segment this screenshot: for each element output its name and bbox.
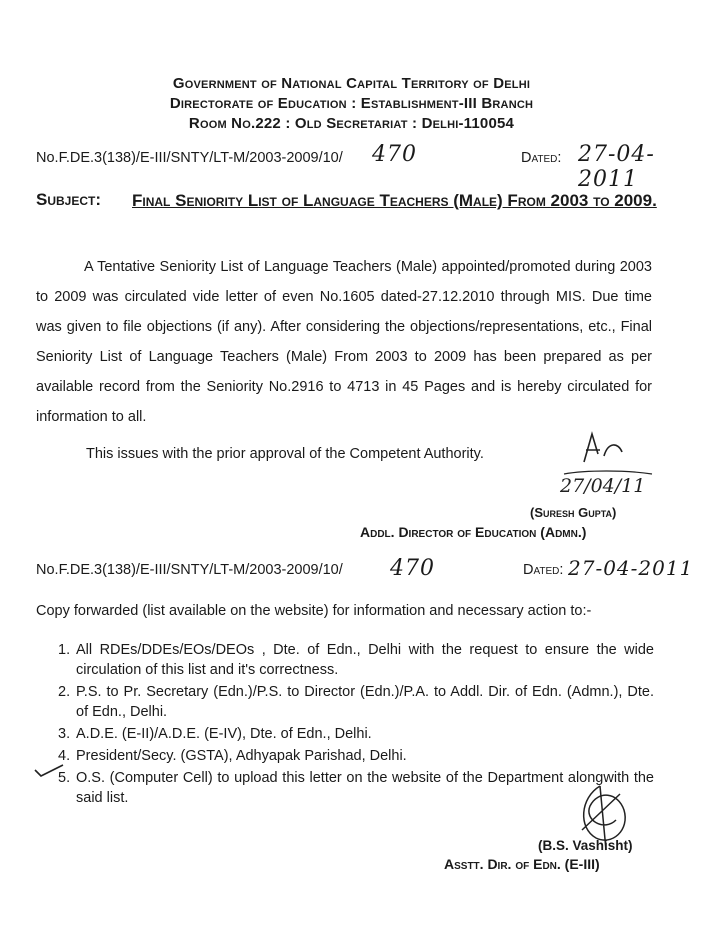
subject-text: Final Seniority List of Language Teachers (Male) From 2003 to 2009. (132, 191, 657, 210)
reference-number-2 (36, 562, 343, 578)
reference-number-1 (36, 150, 343, 166)
approval-statement: This issues with the prior approval of the Competent Authority. (86, 446, 484, 462)
list-item: 1. All RDEs/DDEs/EOs/DEOs , Dte. of Edn., Delhi with the request to ensure the wide circulation of this list and it's correctness. (58, 642, 654, 678)
handwritten-date-2: 27-04-2011 (568, 556, 694, 580)
checkmark-icon (33, 762, 67, 778)
list-item: 5. O.S. (Computer Cell) to upload this letter on the website of the Department alongwith the said list. (58, 770, 654, 806)
reference-number-text: No.F.DE.3(138)/E-III/SNTY/LT-M/2003-2009/10/ (36, 150, 343, 166)
handwritten-letter-number-1: 470 (372, 142, 417, 167)
letterhead-government: Government of National Capital Territory of Delhi (172, 75, 531, 92)
list-item: 2. P.S. to Pr. Secretary (Edn.)/P.S. to Director (Edn.)/P.A. to Addl. Dir. of Edn. (Admn.), Dte. of Edn., Delhi. (58, 684, 654, 720)
letterhead-address: Room No.222 : Old Secretariat : Delhi-110054 (188, 115, 515, 132)
dated-label-2: Dated: (523, 562, 564, 578)
subject-label: Subject: (36, 190, 102, 209)
handwritten-date-1: 27-04-2011 (578, 142, 655, 192)
signatory2-name: (B.S. Vashisht) (538, 838, 633, 853)
letterhead (0, 74, 703, 134)
copy-forwarded-intro: Copy forwarded (list available on the website) for information and necessary action to:- (36, 603, 592, 619)
list-item: 4. President/Secy. (GSTA), Adhyapak Parishad, Delhi. (58, 748, 407, 764)
signature-date: 27/04/11 (560, 475, 646, 497)
handwritten-letter-number-2: 470 (390, 556, 435, 581)
body-paragraph: A Tentative Seniority List of Language Teachers (Male) appointed/promoted during 2003 to 2009 was circulated vide letter of even No.1605 dated-27.12.2010 through MIS. Due time was given to file objections (if any). After considering the objections/representations, etc., Final Seniority List of Language Teachers (Male) From 2003 to 2009 has been prepared as per available record from the Seniority No.2916 to 4713 in 45 Pages and is hereby circulated for information to all. (36, 259, 652, 425)
reference-number-text: No.F.DE.3(138)/E-III/SNTY/LT-M/2003-2009/10/ (36, 562, 343, 578)
list-item: 3. A.D.E. (E-II)/A.D.E. (E-IV), Dte. of Edn., Delhi. (58, 726, 372, 742)
signatory1-title: Addl. Director of Education (Admn.) (360, 524, 587, 540)
letterhead-directorate: Directorate of Education : Establishment-III Branch (169, 95, 534, 112)
signature-suresh-gupta (556, 428, 656, 498)
signatory1-name: (Suresh Gupta) (530, 505, 617, 520)
signatory2-title: Asstt. Dir. of Edn. (E-III) (444, 856, 600, 872)
dated-label-1: Dated: (521, 150, 562, 166)
